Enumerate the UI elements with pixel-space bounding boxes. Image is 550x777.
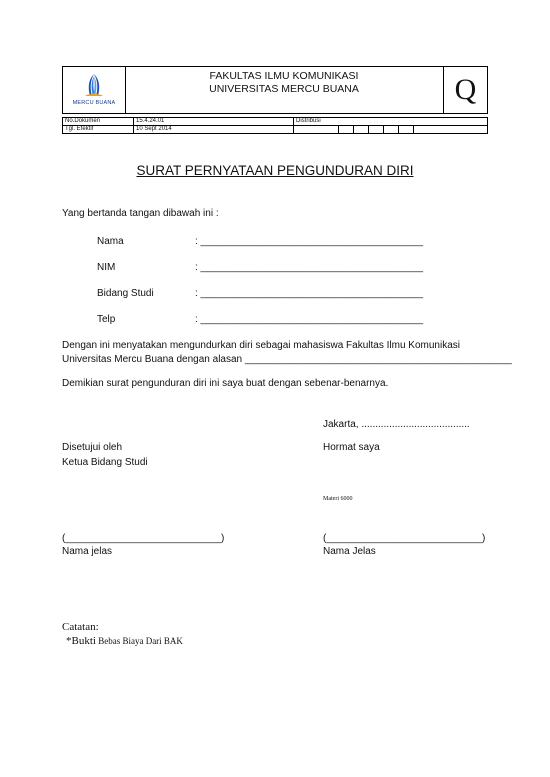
- statement-line-1: Dengan ini menyatakan mengundurkan diri sebagai mahasiswa Fakultas Ilmu Komunikasi: [62, 340, 460, 351]
- field-line-bidang-studi[interactable]: : ________________________________________: [195, 288, 424, 299]
- note-label: Catatan:: [62, 621, 99, 633]
- logo-text: MERCU BUANA: [72, 100, 116, 106]
- right-signature-line: (____________________________): [323, 533, 486, 544]
- left-name-label: Nama jelas: [62, 546, 113, 557]
- distribusi-cell: [414, 126, 488, 134]
- intro-text: Yang bertanda tangan dibawah ini :: [62, 208, 219, 219]
- logo-cell: [63, 67, 126, 113]
- distribusi-cell: [384, 126, 399, 134]
- place-date: Jakarta, .......................................: [323, 419, 470, 430]
- note-text: [66, 634, 183, 648]
- document-header: [62, 66, 488, 114]
- distribusi-label: Distribusi: [294, 118, 488, 126]
- distribusi-cell: [354, 126, 369, 134]
- approver-title: Ketua Bidang Studi: [62, 457, 148, 468]
- approved-by-label: Disetujui oleh: [62, 442, 123, 453]
- field-line-telp[interactable]: : ________________________________________: [195, 314, 424, 325]
- note-rest-text: Bebas Biaya Dari BAK: [95, 636, 183, 646]
- right-name-label: Nama Jelas: [323, 546, 376, 557]
- stamp-note: Materi 6000: [323, 496, 353, 502]
- field-line-nama[interactable]: : ________________________________________: [195, 236, 424, 247]
- document-title: SURAT PERNYATAAN PENGUNDURAN DIRI: [136, 163, 414, 178]
- field-label-nama: Nama: [97, 236, 124, 247]
- university-name: UNIVERSITAS MERCU BUANA: [209, 83, 359, 95]
- distribusi-cell: [294, 126, 339, 134]
- closing-text: Demikian surat pengunduran diri ini saya buat dengan sebenar-benarnya.: [62, 378, 389, 389]
- distribusi-cell: [339, 126, 354, 134]
- no-dokumen-label: No.Dokumen: [63, 118, 134, 126]
- university-logo-icon: [80, 72, 108, 100]
- note-bold-text: *Bukti: [66, 635, 96, 647]
- statement-line-2: Universitas Mercu Buana dengan alasan ________________________________________________: [62, 354, 512, 365]
- field-label-telp: Telp: [97, 314, 116, 325]
- quality-mark: Q: [454, 73, 477, 106]
- regards-label: Hormat saya: [323, 442, 380, 453]
- field-label-nim: NIM: [97, 262, 116, 273]
- header-title-cell: [125, 67, 444, 113]
- field-label-bidang-studi: Bidang Studi: [97, 288, 154, 299]
- tgl-efektif-label: Tgl. Efektif: [63, 126, 134, 134]
- left-signature-line: (____________________________): [62, 533, 225, 544]
- tgl-efektif-value: 10 Sept 2014: [134, 126, 294, 134]
- field-line-nim[interactable]: : ________________________________________: [195, 262, 424, 273]
- distribusi-cell: [369, 126, 384, 134]
- faculty-name: FAKULTAS ILMU KOMUNIKASI: [209, 70, 359, 82]
- distribusi-cell: [399, 126, 414, 134]
- document-info-table: [62, 117, 488, 134]
- no-dokumen-value: 15.4.24.01: [134, 118, 294, 126]
